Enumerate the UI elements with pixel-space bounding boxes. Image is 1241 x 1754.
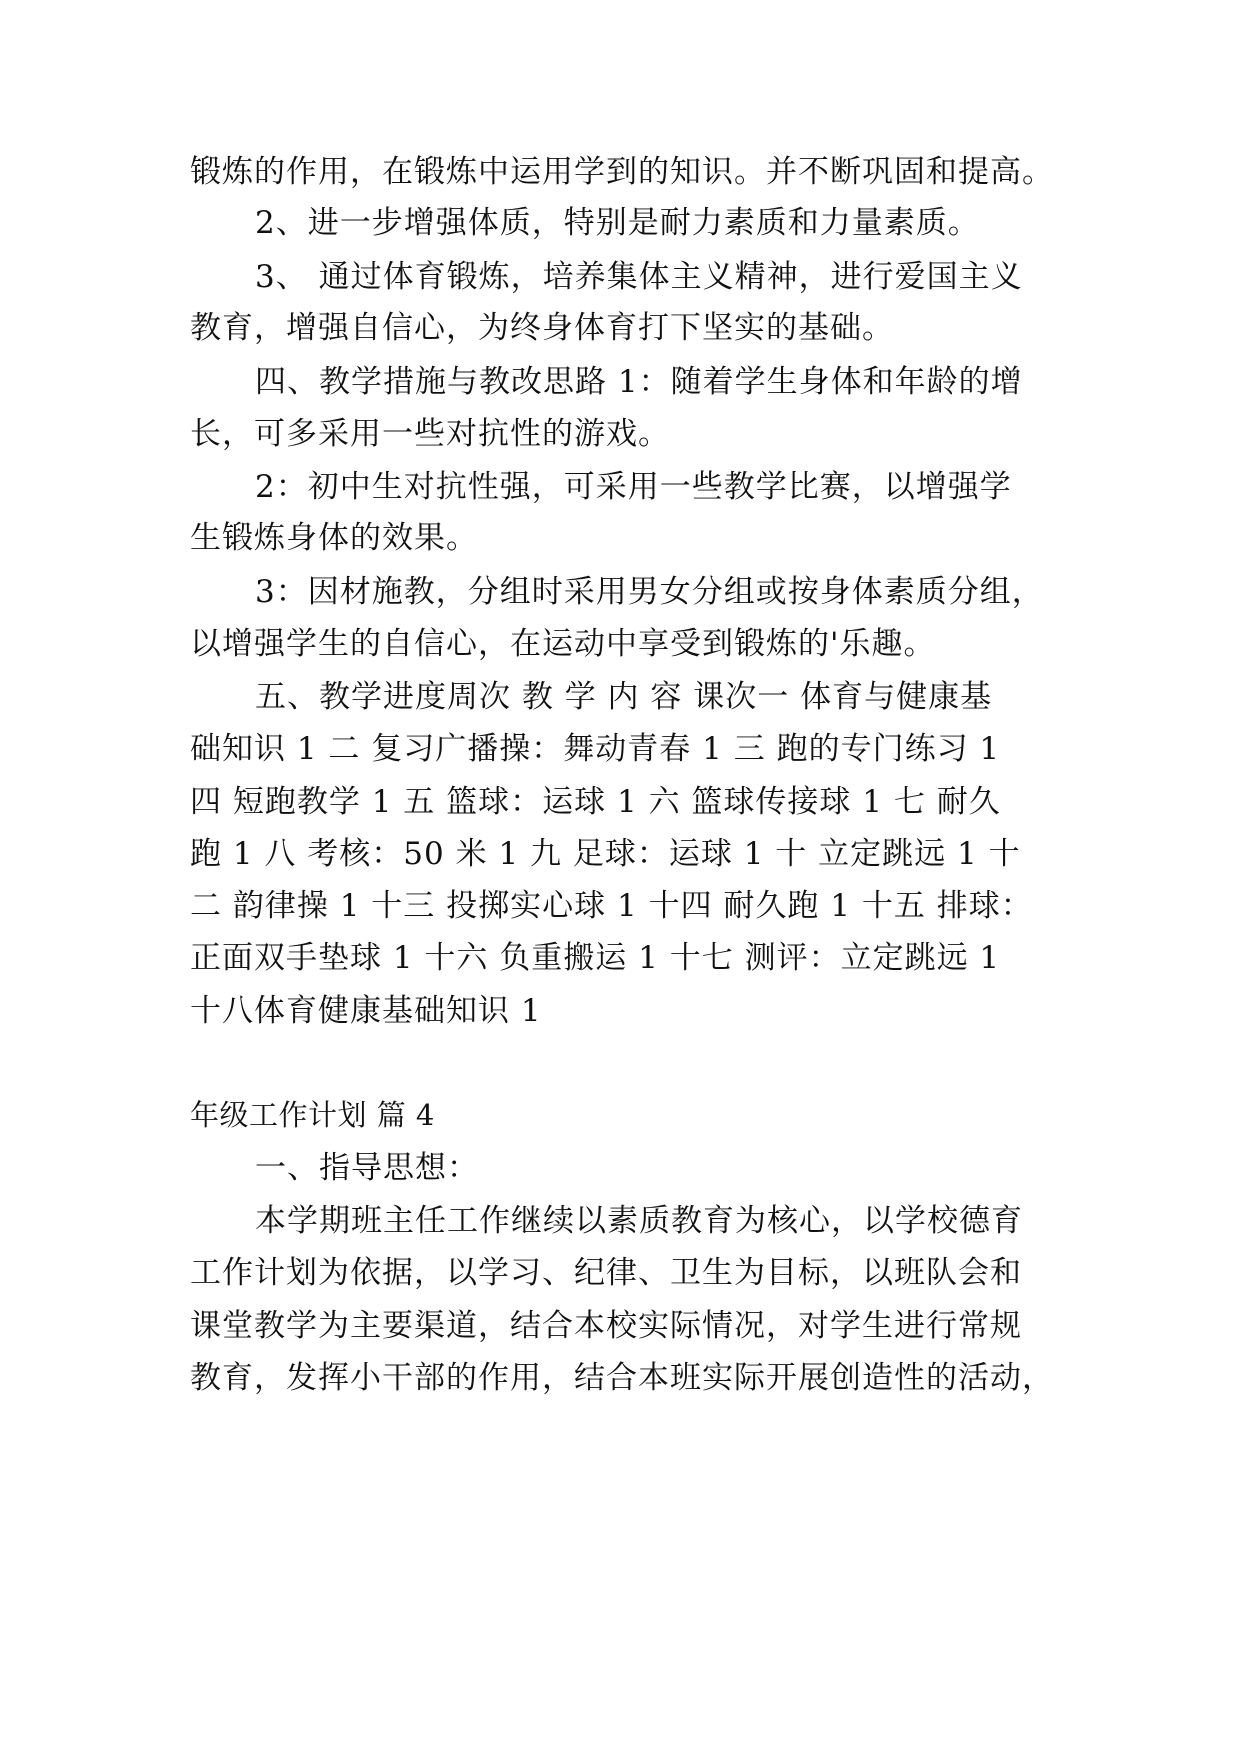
text-line: 长，可多采用一些对抗性的游戏。 <box>190 416 670 452</box>
text-line: 二 韵律操 1 十三 投掷实心球 1 十四 耐久跑 1 十五 排球： <box>190 888 1033 924</box>
text-line: 锻炼的作用，在锻炼中运用学到的知识。并不断巩固和提高。 <box>190 154 1054 190</box>
text-line: 2：初中生对抗性强，可采用一些教学比赛，以增强学 <box>255 469 1012 505</box>
section-heading: 年级工作计划 篇 4 <box>190 1098 435 1132</box>
text-line: 四、教学措施与教改思路 1：随着学生身体和年龄的增 <box>255 364 1023 400</box>
text-line: 正面双手垫球 1 十六 负重搬运 1 十七 测评：立定跳远 1 <box>190 940 1001 976</box>
text-line: 教育，增强自信心，为终身体育打下坚实的基础。 <box>190 310 894 346</box>
text-line: 十八体育健康基础知识 1 <box>190 993 542 1029</box>
text-line: 以增强学生的自信心，在运动中享受到锻炼的'乐趣。 <box>190 626 936 662</box>
text-line: 3：因材施教，分组时采用男女分组或按身体素质分组， <box>255 574 1044 610</box>
text-line: 3、 通过体育锻炼，培养集体主义精神，进行爱国主义 <box>255 259 1023 295</box>
text-line: 教育，发挥小干部的作用，结合本班实际开展创造性的活动， <box>190 1360 1054 1396</box>
text-line: 跑 1 八 考核：50 米 1 九 足球：运球 1 十 立定跳远 1 十 <box>190 836 1021 872</box>
text-line: 生锻炼身体的效果。 <box>190 520 478 556</box>
text-line: 一、指导思想： <box>255 1150 479 1186</box>
text-line: 课堂教学为主要渠道，结合本校实际情况，对学生进行常规 <box>190 1308 1022 1344</box>
text-line: 2、进一步增强体质，特别是耐力素质和力量素质。 <box>255 205 980 241</box>
text-line: 工作计划为依据，以学习、纪律、卫生为目标，以班队会和 <box>190 1255 1022 1291</box>
text-line: 四 短跑教学 1 五 篮球：运球 1 六 篮球传接球 1 七 耐久 <box>190 784 1001 820</box>
text-line: 础知识 1 二 复习广播操：舞动青春 1 三 跑的专门练习 1 <box>190 731 1001 767</box>
text-line: 本学期班主任工作继续以素质教育为核心，以学校德育 <box>255 1203 1023 1239</box>
text-line: 五、教学进度周次 教 学 内 容 课次一 体育与健康基 <box>255 679 993 715</box>
